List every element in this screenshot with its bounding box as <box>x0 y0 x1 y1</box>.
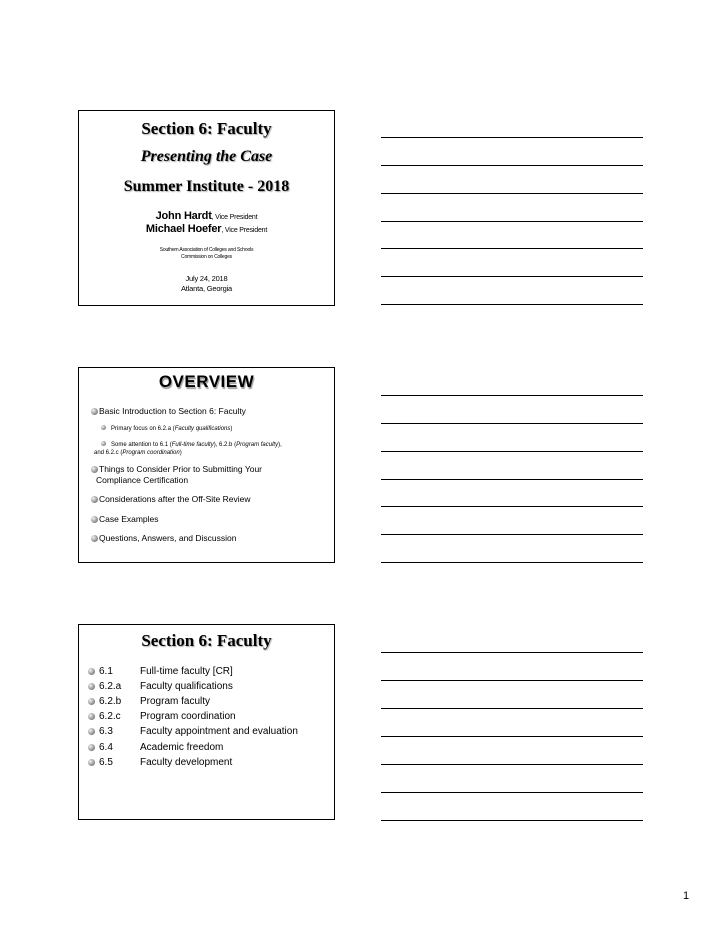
list-item: 6.2.b Program faculty <box>88 696 210 708</box>
list-item: Case Examples <box>91 514 159 525</box>
presentation-date: July 24, 2018 <box>185 274 228 283</box>
note-line <box>381 137 643 138</box>
note-line <box>381 221 643 222</box>
page-number: 1 <box>683 890 690 902</box>
note-line <box>381 479 643 480</box>
slide-1 <box>78 110 335 306</box>
bullet-icon <box>88 668 95 675</box>
slide-1-event: Summer Institute - 2018 <box>123 178 290 195</box>
date-location <box>79 274 334 294</box>
bullet-icon <box>88 759 95 766</box>
list-item: Considerations after the Off-Site Review <box>91 494 251 505</box>
note-line <box>381 248 643 249</box>
slide-3-title: Section 6: Faculty <box>141 631 272 650</box>
slide-1-title: Section 6: Faculty <box>141 119 272 138</box>
slide-1-subtitle: Presenting the Case <box>140 148 273 165</box>
sub-list-item: Some attention to 6.1 (Full-time faculty), 6.2.b (Program faculty), and 6.2.c (Program coordination) <box>94 442 282 456</box>
presenter-1 <box>79 210 334 222</box>
organization <box>79 247 334 261</box>
list-item: 6.1 Full-time faculty [CR] <box>88 666 233 678</box>
note-line <box>381 165 643 166</box>
list-item: 6.2.a Faculty qualifications <box>88 681 233 693</box>
note-line <box>381 562 643 563</box>
list-item: Questions, Answers, and Discussion <box>91 533 236 544</box>
note-line <box>381 534 643 535</box>
note-line <box>381 193 643 194</box>
organization-line-2: Commission on Colleges <box>181 254 232 260</box>
bullet-icon <box>101 441 106 446</box>
bullet-icon <box>91 466 98 473</box>
list-item: Things to Consider Prior to Submitting Your Compliance Certification <box>91 464 262 486</box>
note-line <box>381 792 643 793</box>
organization-line-1: Southern Association of Colleges and Schools <box>159 247 254 253</box>
note-line <box>381 276 643 277</box>
note-line <box>381 423 643 424</box>
note-line <box>381 680 643 681</box>
note-line <box>381 736 643 737</box>
bullet-icon <box>88 713 95 720</box>
slide-3 <box>78 624 335 820</box>
bullet-icon <box>88 683 95 690</box>
note-line <box>381 395 643 396</box>
note-line <box>381 764 643 765</box>
bullet-icon <box>91 535 98 542</box>
note-line <box>381 304 643 305</box>
slide-2 <box>78 367 335 563</box>
bullet-icon <box>91 516 98 523</box>
presenter-1-name: John Hardt <box>155 210 212 222</box>
bullet-icon <box>88 728 95 735</box>
presenter-2-name: Michael Hoefer <box>145 223 222 235</box>
presentation-location: Atlanta, Georgia <box>181 284 232 293</box>
presenter-2-role: , Vice President <box>221 227 268 234</box>
sub-list-item: Primary focus on 6.2.a (Faculty qualifications) <box>101 425 326 433</box>
slide-2-title: OVERVIEW <box>158 372 255 391</box>
list-item: 6.3 Faculty appointment and evaluation <box>88 726 298 738</box>
list-item: Basic Introduction to Section 6: Faculty <box>91 406 246 417</box>
note-line <box>381 506 643 507</box>
list-item: 6.2.c Program coordination <box>88 711 236 723</box>
note-line <box>381 451 643 452</box>
list-item: 6.4 Academic freedom <box>88 742 223 754</box>
bullet-icon <box>88 698 95 705</box>
note-line <box>381 820 643 821</box>
presenter-2 <box>79 223 334 235</box>
list-item: 6.5 Faculty development <box>88 757 232 769</box>
bullet-icon <box>101 425 106 430</box>
bullet-icon <box>88 744 95 751</box>
bullet-icon <box>91 408 98 415</box>
bullet-icon <box>91 496 98 503</box>
note-line <box>381 708 643 709</box>
note-line <box>381 652 643 653</box>
presenter-1-role: , Vice President <box>211 214 258 221</box>
